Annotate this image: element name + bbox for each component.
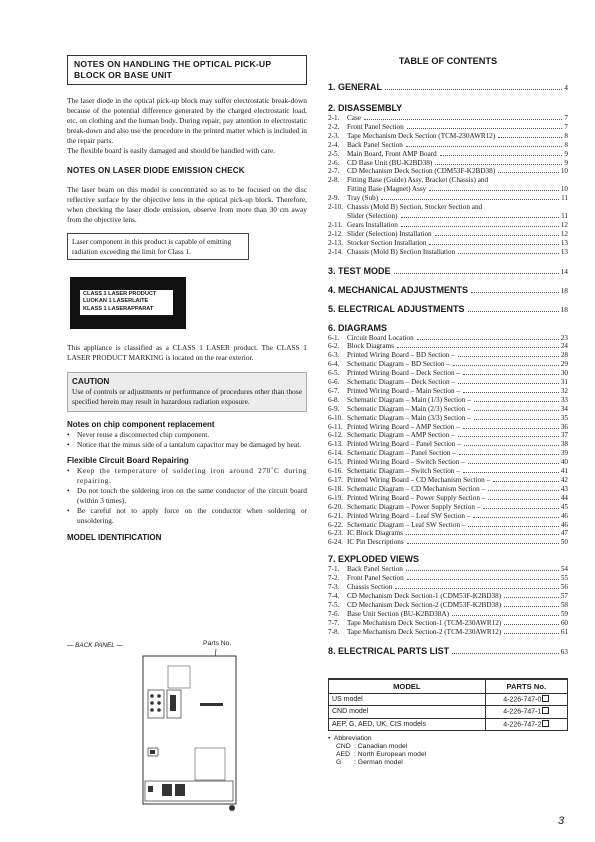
- toc-entry[interactable]: 2-9. Tray (Sub) 11: [328, 194, 568, 203]
- toc-entry[interactable]: 6-18. Schematic Diagram – CD Mechanism Section – 43: [328, 484, 568, 493]
- toc-section-mechanical-adjustments[interactable]: 4. MECHANICAL ADJUSTMENTS 18: [328, 284, 568, 295]
- laser-emission-text: The laser beam on this model is concentrated so as to be focused on the disc reflective surface by the objective lens in the optical pick-up block. Therefore, when checking the laser diode emission, observe from more than 30 cm away from the objective lens.: [67, 185, 307, 224]
- toc-entry-line[interactable]: 2-10. Chassis (Mold B) Section, Stocker Section and: [328, 203, 483, 212]
- flex-board-repair-heading: Flexible Circuit Board Repairing: [67, 456, 189, 465]
- toc-section-diagrams[interactable]: 6. DIAGRAMS: [328, 322, 388, 333]
- left-column: [67, 55, 307, 543]
- toc-entry[interactable]: 6-9. Schematic Diagram – Main (2/3) Section – 34: [328, 404, 568, 413]
- toc-entry[interactable]: 6-21. Printed Wiring Board – Leaf SW Section – 46: [328, 511, 568, 520]
- toc-entry[interactable]: 7-7. Tape Mechanism Deck Section-1 (TCM-230AWR12) 60: [328, 618, 568, 627]
- table-row: [329, 706, 568, 719]
- toc-entry[interactable]: 6-11. Printed Wiring Board – AMP Section – 36: [328, 422, 568, 431]
- class1-classification-text: This appliance is classified as a CLASS 1 LASER product. The CLASS 1 LASER PRODUCT MARKING is located on the rear exterior.: [67, 343, 307, 362]
- model-cell: US model: [329, 693, 486, 706]
- toc-entry[interactable]: 7-6. Base Unit Section (BU-K2BD38A) 59: [328, 609, 568, 618]
- toc-disassembly-list: [328, 114, 568, 257]
- class1-laser-label: [70, 277, 186, 329]
- toc-entry[interactable]: 6-4. Schematic Diagram – BD Section – 29: [328, 360, 568, 369]
- parts-cell: 4-226-747-0: [485, 693, 567, 706]
- toc-section-test-mode[interactable]: 3. TEST MODE 14: [328, 265, 568, 276]
- toc-entry[interactable]: 2-5. Main Board, Front AMP Board 9: [328, 149, 568, 158]
- parts-cell: 4-226-747-2: [485, 718, 567, 731]
- toc-entry[interactable]: 6-20. Schematic Diagram – Power Supply Section – 45: [328, 502, 568, 511]
- toc-entry[interactable]: 2-4. Back Panel Section 8: [328, 140, 568, 149]
- toc-section-electrical-adjustments[interactable]: 5. ELECTRICAL ADJUSTMENTS 18: [328, 303, 568, 314]
- laser-emission-heading: NOTES ON LASER DIODE EMISSION CHECK: [67, 166, 245, 175]
- toc-entry[interactable]: 6-12. Schematic Diagram – AMP Section – 37: [328, 431, 568, 440]
- model-parts-table: [328, 678, 568, 732]
- toc-entry[interactable]: 2-13. Stocker Section Installation 13: [328, 238, 568, 247]
- toc-entry[interactable]: 6-19. Printed Wiring Board – Power Supply Section – 44: [328, 493, 568, 502]
- back-panel-label: — BACK PANEL —: [67, 642, 123, 649]
- toc-entry[interactable]: Slider (Selection) 11: [347, 211, 568, 220]
- table-of-contents: [328, 55, 568, 767]
- toc-entry[interactable]: 7-8. Tape Mechanism Deck Section-2 (TCM-230AWR12) 61: [328, 627, 568, 636]
- toc-entry[interactable]: 7-3. Chassis Section 56: [328, 583, 568, 592]
- page-number: 3: [558, 815, 565, 827]
- abbreviation-item: G : German model: [336, 759, 403, 766]
- list-item: • Keep the temperature of soldering iron around 270˚C during repairing.: [67, 466, 307, 485]
- toc-diagrams-list: [328, 334, 568, 548]
- table-row: [329, 718, 568, 731]
- abbreviation-item: AED : North European model: [336, 751, 427, 758]
- toc-entry[interactable]: 6-1. Circuit Board Location 23: [328, 333, 568, 342]
- toc-entry[interactable]: 6-10. Schematic Diagram – Main (3/3) Section – 35: [328, 413, 568, 422]
- abbreviation-title: • Abbreviation: [328, 735, 372, 742]
- toc-entry[interactable]: 6-13. Printed Wiring Board – Panel Section – 38: [328, 440, 568, 449]
- column-header-parts-no: PARTS No.: [485, 679, 567, 694]
- class1-label-inner: [80, 290, 173, 315]
- model-cell: AEP, G, AED, UK, CIS models: [329, 718, 486, 731]
- toc-entry[interactable]: 7-4. CD Mechanism Deck Section-1 (CDM53F-K2BD38) 57: [328, 591, 568, 600]
- toc-entry[interactable]: 6-5. Printed Wiring Board – Deck Section – 30: [328, 369, 568, 378]
- laser-warning-box: Laser component in this product is capable of emitting radiation exceeding the limit for Class 1.: [67, 233, 249, 260]
- list-item: • Do not touch the soldering iron on the same conductor of the circuit board (within 3 times).: [67, 486, 307, 505]
- parts-cell: 4-226-747-1: [485, 706, 567, 719]
- optical-pickup-notes-heading: NOTES ON HANDLING THE OPTICAL PICK-UP BLOCK OR BASE UNIT: [67, 55, 307, 85]
- toc-section-exploded-views[interactable]: 7. EXPLODED VIEWS: [328, 554, 420, 565]
- list-item: • Be careful not to apply force on the conductor when soldering or unsoldering.: [67, 506, 307, 525]
- flexible-board-note: The flexible board is easily damaged and should be handled with care.: [67, 146, 276, 155]
- toc-entry[interactable]: 6-3. Printed Wiring Board – BD Section – 28: [328, 351, 568, 360]
- list-item: • Notice that the minus side of a tantalum capacitor may be damaged by heat.: [67, 440, 302, 449]
- caution-title: CAUTION: [72, 377, 110, 386]
- abbreviation-item: CND : Canadian model: [336, 743, 408, 750]
- toc-entry[interactable]: 2-14. Chassis (Mold B) Section Installation 13: [328, 247, 568, 256]
- parts-no-label: Parts No.: [203, 640, 232, 647]
- toc-entry[interactable]: 6-2. Block Diagrams 24: [328, 342, 568, 351]
- toc-section-general[interactable]: 1. GENERAL 4: [328, 82, 568, 92]
- toc-entry[interactable]: 2-3. Tape Mechanism Deck Section (TCM-230AWR12) 8: [328, 131, 568, 140]
- toc-entry[interactable]: 2-2. Front Panel Section 7: [328, 122, 568, 131]
- toc-entry[interactable]: 6-16. Schematic Diagram – Switch Section – 41: [328, 467, 568, 476]
- toc-entry[interactable]: 6-23. IC Block Diagrams 47: [328, 529, 568, 538]
- toc-title: TABLE OF CONTENTS: [398, 56, 498, 66]
- model-identification-heading: MODEL IDENTIFICATION: [67, 533, 162, 542]
- optical-pickup-text: The laser diode in the optical pick-up block may suffer electrostatic break-down because of the potential difference generated by the charged electrostatic load, etc. on clothing and the human body. During repair, pay attention to electrostatic break-down and also use the procedure in the printed matter which is included in the repair parts.: [67, 96, 307, 145]
- label-line-3: KLASS 1 LASERAPPARAT: [83, 305, 154, 312]
- toc-entry[interactable]: 6-14. Schematic Diagram – Panel Section – 39: [328, 449, 568, 458]
- caution-box: [67, 372, 307, 412]
- chip-replacement-list: [67, 430, 307, 450]
- flex-board-repair-list: [67, 466, 307, 526]
- toc-entry[interactable]: 6-8. Schematic Diagram – Main (1/3) Section – 33: [328, 395, 568, 404]
- column-header-model: MODEL: [329, 679, 486, 694]
- caution-text: Use of controls or adjustments or performance of procedures other than those specified herein may result in hazardous radiation exposure.: [72, 387, 302, 406]
- toc-exploded-views-list: [328, 565, 568, 636]
- toc-entry[interactable]: 2-11. Gears Installation 12: [328, 220, 568, 229]
- toc-section-electrical-parts-list[interactable]: 8. ELECTRICAL PARTS LIST 63: [328, 645, 568, 656]
- toc-entry-line[interactable]: 2-8. Fitting Base (Guide) Assy, Bracket (Chassis) and: [328, 176, 489, 185]
- toc-entry[interactable]: 2-1. Case 7: [328, 114, 568, 122]
- list-item: • Never reuse a disconnected chip component.: [67, 430, 210, 439]
- toc-entry[interactable]: 7-2. Front Panel Section 55: [328, 574, 568, 583]
- label-line-2: LUOKAN 1 LASERLAITE: [83, 298, 149, 305]
- table-header-row: [329, 679, 568, 694]
- toc-entry[interactable]: 7-1. Back Panel Section 54: [328, 565, 568, 574]
- toc-entry[interactable]: 6-22. Schematic Diagram – Leaf SW Section – 46: [328, 520, 568, 529]
- label-line-1: CLASS 1 LASER PRODUCT: [83, 291, 157, 297]
- toc-entry[interactable]: 6-7. Printed Wiring Board – Main Section – 32: [328, 386, 568, 395]
- toc-entry[interactable]: 6-6. Schematic Diagram – Deck Section – 31: [328, 378, 568, 387]
- toc-section-disassembly[interactable]: 2. DISASSEMBLY: [328, 103, 403, 113]
- model-cell: CND model: [329, 706, 486, 719]
- table-row: [329, 693, 568, 706]
- back-panel-illustration: [140, 648, 250, 813]
- toc-entry[interactable]: Fitting Base (Magnet) Assy 10: [347, 185, 568, 194]
- toc-entry[interactable]: 6-15. Printed Wiring Board – Switch Section – 40: [328, 458, 568, 467]
- toc-entry[interactable]: 7-5. CD Mechanism Deck Section-2 (CDM53F-K2BD38) 58: [328, 600, 568, 609]
- chip-replacement-heading: Notes on chip component replacement: [67, 420, 215, 429]
- toc-entry[interactable]: 6-24. IC Pin Descriptions 50: [328, 538, 568, 547]
- toc-entry[interactable]: 2-6. CD Base Unit (BU-K2BD38) 9: [328, 158, 568, 167]
- toc-entry[interactable]: 6-17. Printed Wiring Board – CD Mechanism Section – 42: [328, 476, 568, 484]
- toc-entry[interactable]: 2-12. Slider (Selection) Installation 12: [328, 229, 568, 238]
- abbreviation-legend: [328, 735, 568, 767]
- toc-entry[interactable]: 2-7. CD Mechanism Deck Section (CDM53F-K2BD38) 10: [328, 167, 568, 176]
